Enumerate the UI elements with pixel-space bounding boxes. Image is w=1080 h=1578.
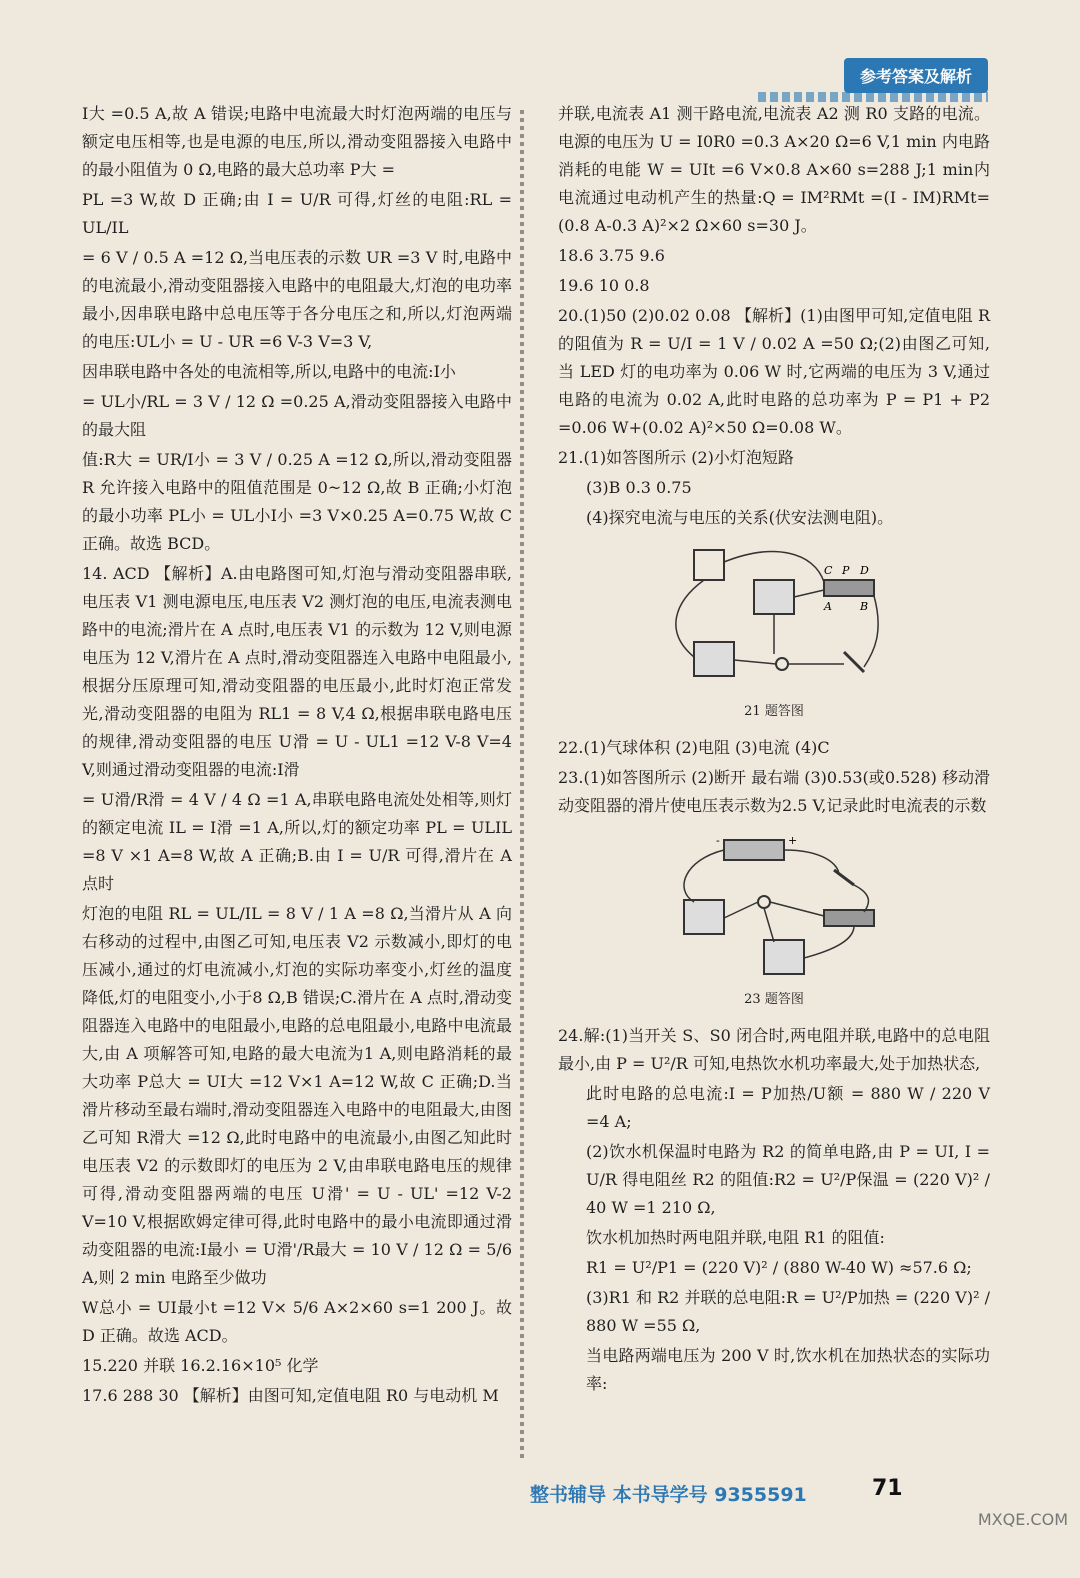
label-P: P	[842, 564, 850, 577]
label-C: C	[824, 564, 833, 577]
right3-para-4: R1 = U²/P1 = (220 V)² / (880 W-40 W) ≈57.6 Ω;	[586, 1258, 972, 1277]
figure-23	[664, 830, 884, 980]
right3-para-5: (3)R1 和 R2 并联的总电阻:R = U²/P加热 = (220 V)² / 880 W =55 Ω,	[586, 1288, 990, 1335]
right-para-5: (3)B 0.3 0.75	[586, 478, 692, 497]
right3-para-0: 24.解:(1)当开关 S、S0 闭合时,两电阻并联,电路中的总电阻最小,由 P = U²/R 可知,电热饮水机功率最大,处于加热状态,	[558, 1026, 990, 1073]
right-para-6: (4)探究电流与电压的关系(伏安法测电阻)。	[586, 508, 894, 527]
plus-sign: +	[788, 834, 798, 847]
left-para-7: = U滑/R滑 = 4 V / 4 Ω =1 A,串联电路电流处处相等,则灯的额定电流 IL = I滑 =1 A,所以,灯的额定功率 PL = ULIL =8 V ×1 A=8 W,故 A 正确;B.由 I = U/R 可得,滑片在 A 点时	[82, 790, 512, 893]
left-para-2: = 6 V / 0.5 A =12 Ω,当电压表的示数 UR =3 V 时,电路中的电流最小,滑动变阻器接入电路中的电阻最大,灯泡的电功率最小,因串联电路中总电压等于各分电压之和,所以,灯泡两端的电压:UL小 = U - UR =6 V-3 V=3 V,	[82, 248, 512, 351]
right2-para-0: 22.(1)气球体积 (2)电阻 (3)电流 (4)C	[558, 738, 830, 757]
right-para-4: 21.(1)如答图所示 (2)小灯泡短路	[558, 448, 794, 467]
right-para-2: 19.6 10 0.8	[558, 276, 650, 295]
left-para-5: 值:R大 = UR/I小 = 3 V / 0.25 A =12 Ω,所以,滑动变阻器 R 允许接入电路中的阻值范围是 0~12 Ω,故 B 正确;小灯泡的最小功率 PL小 = UL小I小 =3 V×0.25 A=0.75 W,故 C 正确。故选 BCD。	[82, 450, 512, 553]
label-A: A	[824, 600, 832, 613]
left-column	[82, 100, 512, 1412]
left-para-3: 因串联电路中各处的电流相等,所以,电路中的电流:I小	[82, 362, 456, 381]
column-divider	[520, 110, 524, 1460]
left-para-10: 15.220 并联 16.2.16×10⁵ 化学	[82, 1356, 319, 1375]
right3-para-6: 当电路两端电压为 200 V 时,饮水机在加热状态的实际功率:	[586, 1346, 990, 1393]
figure-23-caption: 23 题答图	[744, 992, 804, 1007]
figure-21-caption: 21 题答图	[744, 704, 804, 719]
right-para-3: 20.(1)50 (2)0.02 0.08 【解析】(1)由图甲可知,定值电阻 R 的阻值为 R = U/I = 1 V / 0.02 A =50 Ω;(2)由图乙可知,当 LED 灯的电功率为 0.06 W 时,它两端的电压为 3 V,通过电路的电流为 0.02 A,此时电路的总功率为 P = P1 + P2 =0.06 W+(0.02 A)²×50 Ω=0.08 W。	[558, 306, 990, 437]
circuit-diagram-21	[664, 542, 884, 692]
right3-para-3: 饮水机加热时两电阻并联,电阻 R1 的阻值:	[586, 1228, 885, 1247]
footer-text: 整书辅导 本书导学号 9355591	[530, 1484, 807, 1506]
label-B: B	[860, 600, 869, 613]
watermark: MXQE.COM	[977, 1510, 1068, 1529]
minus-sign: -	[716, 834, 720, 847]
right2-para-1: 23.(1)如答图所示 (2)断开 最右端 (3)0.53(或0.528) 移动滑动变阻器的滑片使电压表示数为2.5 V,记录此时电流表的示数	[558, 768, 990, 815]
left-para-4: = UL小/RL = 3 V / 12 Ω =0.25 A,滑动变阻器接入电路中的最大阻	[82, 392, 512, 439]
label-D: D	[860, 564, 869, 577]
left-para-11: 17.6 288 30 【解析】由图可知,定值电阻 R0 与电动机 M	[82, 1386, 499, 1405]
page-number: 71	[872, 1476, 903, 1501]
left-para-9: W总小 = UI最小t =12 V× 5/6 A×2×60 s=1 200 J。故 D 正确。故选 ACD。	[82, 1298, 512, 1345]
left-para-1: PL =3 W,故 D 正确;由 I = U/R 可得,灯丝的电阻:RL = UL/IL	[82, 190, 512, 237]
right-para-0: 并联,电流表 A1 测干路电流,电流表 A2 测 R0 支路的电流。电源的电压为 U = I0R0 =0.3 A×20 Ω=6 V,1 min 内电路消耗的电能 W = UIt =6 V×0.8 A×60 s=288 J;1 min内电流通过电动机产生的热量:Q = IM²RMt =(I - IM)RMt=(0.8 A-0.3 A)²×2 Ω×60 s=30 J。	[558, 104, 990, 235]
circuit-diagram-23	[664, 830, 884, 980]
left-para-0: I大 =0.5 A,故 A 错误;电路中电流最大时灯泡两端的电压与额定电压相等,也是电源的电压,所以,滑动变阻器接入电路中的最小阻值为 0 Ω,电路的最大总功率 P大 =	[82, 104, 512, 179]
right-para-1: 18.6 3.75 9.6	[558, 246, 665, 265]
right3-para-2: (2)饮水机保温时电路为 R2 的简单电路,由 P = UI, I = U/R 得电阻丝 R2 的阻值:R2 = U²/P保温 = (220 V)² / 40 W =1 210 Ω,	[586, 1142, 990, 1217]
left-para-8: 灯泡的电阻 RL = UL/IL = 8 V / 1 A =8 Ω,当滑片从 A 向右移动的过程中,由图乙可知,电压表 V2 示数减小,即灯的电压减小,通过的灯电流减小,灯泡的实际功率变小,灯丝的温度降低,灯的电阻变小,小于8 Ω,B 错误;C.滑片在 A 点时,滑动变阻器连入电路中的电阻最小,电路的总电阻最小,电路中电流最大,由 A 项解答可知,电路的最大电流为1 A,则电路消耗的最大功率 P总大 = UI大 =12 V×1 A=12 W,故 C 正确;D.当滑片移动至最右端时,滑动变阻器连入电路中的电阻最大,由图乙可知 R滑大 =12 Ω,此时电路中的电流最小,由图乙知此时电压表 V2 的示数即灯的电压为 2 V,由串联电路电压的规律可得,滑动变阻器两端的电压 U滑' = U - UL' =12 V-2 V=10 V,根据欧姆定律可得,此时电路中的最小电流即通过滑动变阻器的电流:I最小 = U滑'/R最大 = 10 V / 12 Ω = 5/6 A,则 2 min 电路至少做功	[82, 904, 512, 1287]
right3-para-1: 此时电路的总电流:I = P加热/U额 = 880 W / 220 V =4 A;	[586, 1084, 990, 1131]
right-column	[558, 100, 990, 1400]
left-para-6: 14. ACD 【解析】A.由电路图可知,灯泡与滑动变阻器串联,电压表 V1 测电源电压,电压表 V2 测灯泡的电压,电流表测电路中的电流;滑片在 A 点时,电压表 V1 的示数为 12 V,则电源电压为 12 V,滑片在 A 点时,滑动变阻器连入电路中电阻最小,根据分压原理可知,滑动变阻器的电压最小,此时灯泡正常发光,滑动变阻器的电阻为 RL1 = 8 V,4 Ω,根据串联电路电压的规律,滑动变阻器的电压 U滑 = U - UL1 =12 V-8 V=4 V,则通过滑动变阻器的电流:I滑	[82, 564, 512, 779]
header-badge: 参考答案及解析	[844, 58, 988, 93]
figure-21	[664, 542, 884, 692]
